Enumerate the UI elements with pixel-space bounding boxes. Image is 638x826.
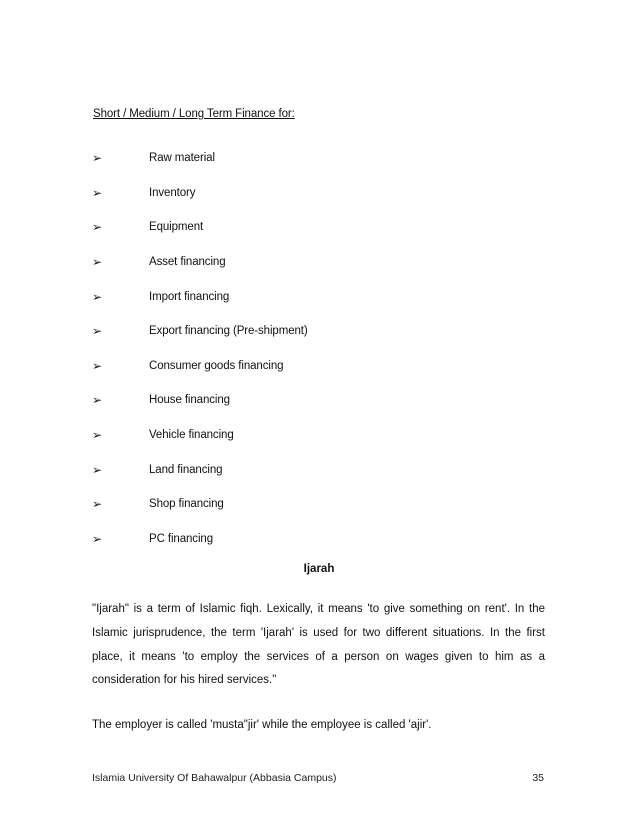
list-item bbox=[92, 279, 552, 314]
list-item-label: Raw material bbox=[149, 152, 215, 165]
list-item-label: Vehicle financing bbox=[149, 429, 234, 442]
list-item-label: Equipment bbox=[149, 221, 204, 234]
list-item-label: Inventory bbox=[149, 186, 196, 199]
finance-list bbox=[92, 141, 552, 556]
ijarah-roles-paragraph: The employer is called 'musta"jir' while the employee is called 'ajir'. bbox=[92, 719, 432, 731]
arrow-bullet-icon: ➢ bbox=[92, 185, 103, 200]
arrow-bullet-icon: ➢ bbox=[92, 151, 103, 166]
list-item bbox=[92, 349, 552, 384]
section-title: Ijarah bbox=[303, 563, 335, 575]
arrow-bullet-icon: ➢ bbox=[92, 358, 103, 373]
arrow-bullet-icon: ➢ bbox=[92, 220, 103, 235]
arrow-bullet-icon: ➢ bbox=[92, 531, 103, 546]
list-item bbox=[92, 487, 552, 522]
list-item bbox=[92, 452, 552, 487]
list-item bbox=[92, 418, 552, 453]
list-item bbox=[92, 176, 552, 211]
list-item bbox=[92, 314, 552, 349]
finance-heading: Short / Medium / Long Term Finance for: bbox=[93, 108, 295, 120]
arrow-bullet-icon: ➢ bbox=[92, 289, 103, 304]
list-item-label: House financing bbox=[149, 394, 230, 407]
list-item-label: PC financing bbox=[149, 532, 214, 545]
list-item bbox=[92, 210, 552, 245]
arrow-bullet-icon: ➢ bbox=[92, 497, 103, 512]
list-item bbox=[92, 522, 552, 557]
list-item-label: Land financing bbox=[149, 463, 223, 476]
arrow-bullet-icon: ➢ bbox=[92, 462, 103, 477]
arrow-bullet-icon: ➢ bbox=[92, 255, 103, 270]
list-item bbox=[92, 141, 552, 176]
arrow-bullet-icon: ➢ bbox=[92, 324, 103, 339]
ijarah-definition-paragraph: "Ijarah" is a term of Islamic fiqh. Lexically, it means 'to give something on rent'. In the Islamic jurisprudence, the term 'Ijarah' is used for two different situations. In the first place, it means 'to employ the services of a person on wages given to him as a consideration for his hired services." bbox=[92, 603, 545, 687]
list-item-label: Shop financing bbox=[149, 498, 224, 511]
list-item-label: Import financing bbox=[149, 290, 230, 303]
list-item-label: Asset financing bbox=[149, 256, 226, 269]
footer-page-number: 35 bbox=[532, 772, 544, 784]
arrow-bullet-icon: ➢ bbox=[92, 393, 103, 408]
footer-institution: Islamia University Of Bahawalpur (Abbasia Campus) bbox=[92, 772, 337, 784]
list-item-label: Consumer goods financing bbox=[149, 359, 284, 372]
list-item-label: Export financing (Pre-shipment) bbox=[149, 325, 308, 338]
list-item bbox=[92, 383, 552, 418]
list-item bbox=[92, 245, 552, 280]
arrow-bullet-icon: ➢ bbox=[92, 428, 103, 443]
